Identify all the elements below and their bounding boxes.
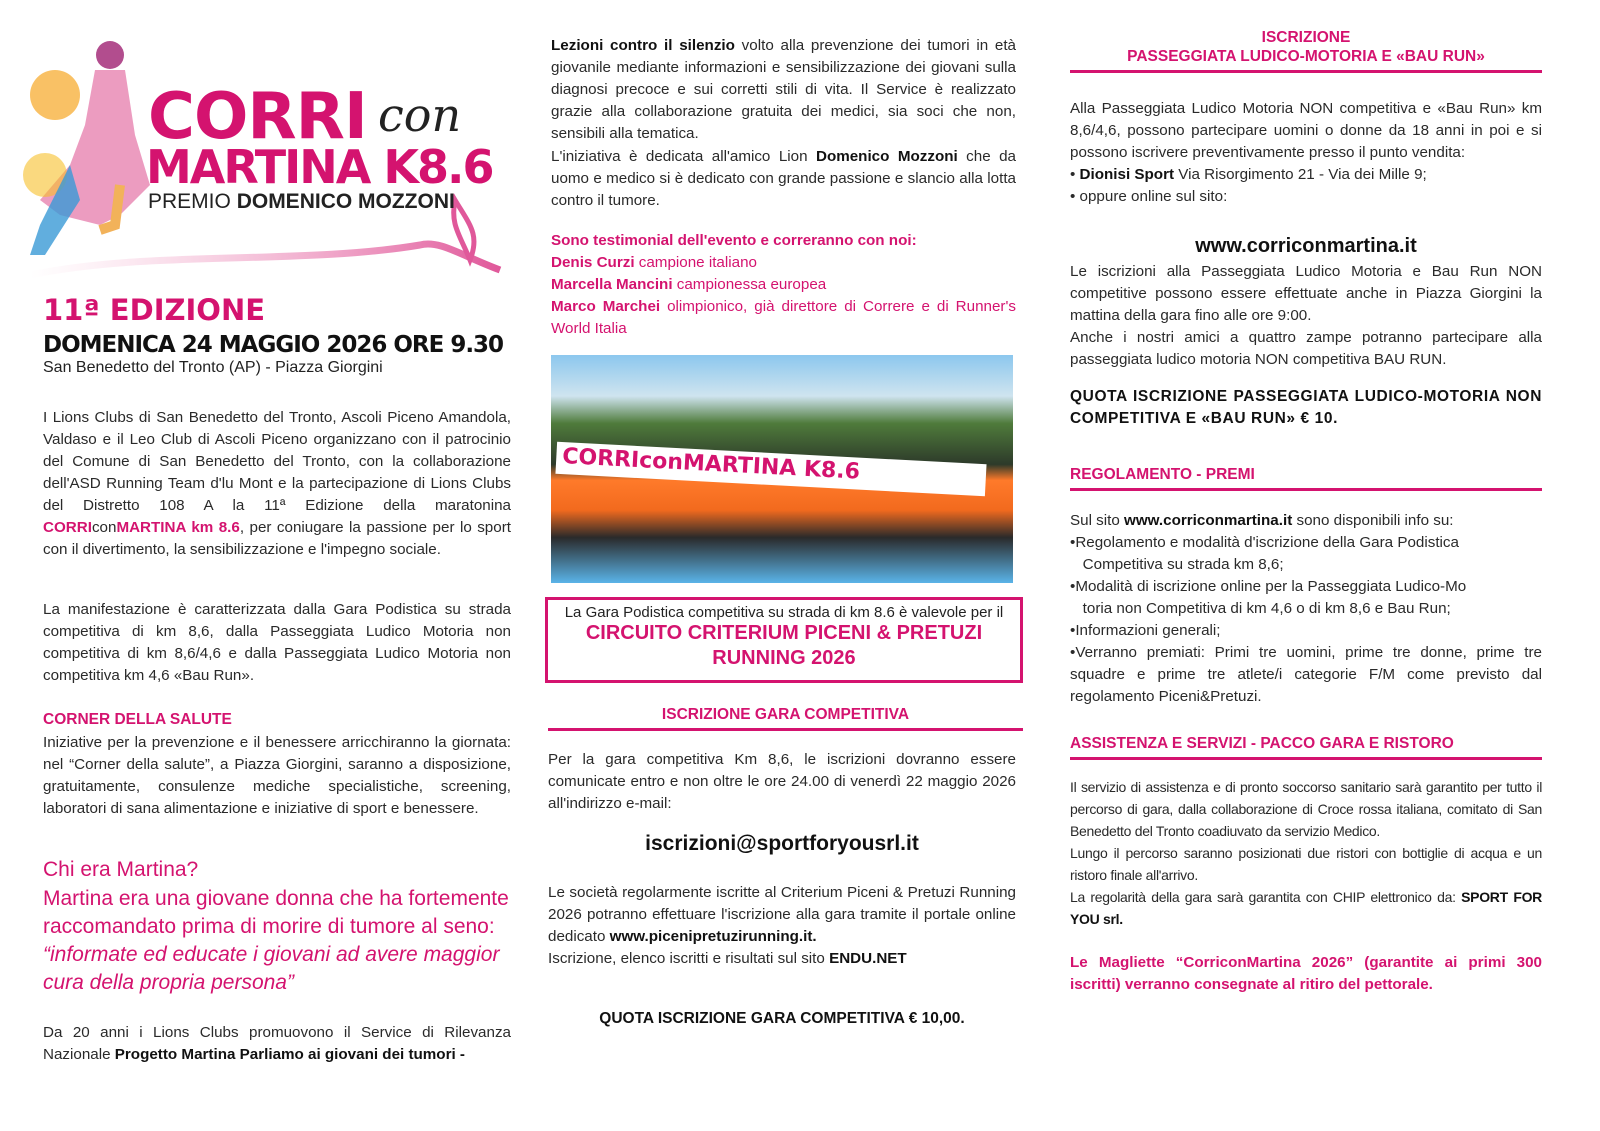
- lions-paragraph: [43, 1022, 511, 1066]
- premio-label: PREMIO: [148, 190, 231, 213]
- corner-title: CORNER DELLA SALUTE: [43, 711, 232, 728]
- text-run: L'iniziativa è dedicata all'amico Lion: [551, 148, 816, 165]
- circuit-box: [545, 597, 1023, 683]
- logo-con: con: [378, 88, 462, 142]
- quota-pass: QUOTA ISCRIZIONE PASSEGGIATA LUDICO-MOTORIA NON COMPETITIVA E «BAU RUN» € 10.: [1070, 388, 1542, 427]
- premio-name: DOMENICO MOZZONI: [236, 190, 455, 213]
- pass-paragraph: [1070, 98, 1542, 208]
- text-run: Le società regolarmente iscritte al Criterium Piceni & Pretuzi Running 2026 potranno effettuare l'iscrizione alla gara tramite il portale online dedicato: [548, 884, 1016, 945]
- text-run: campionessa europea: [672, 276, 827, 293]
- text-run: I Lions Clubs di San Benedetto del Tronto, Ascoli Piceno Amandola, Valdaso e il Leo Club di Ascoli Piceno organizzano con il patrocinio del Comune di San Benedetto del Tronto, con la collaborazione dell'ASD Running Team d'lu Mont e la partecipazione di Lions Clubs del Distretto 108 A la 11ª Edizione della maratonina: [43, 409, 511, 514]
- text-run: Da 20 anni i Lions Clubs promuovono il Service di Rilevanza Nazionale: [43, 1024, 511, 1063]
- text-run: Il servizio di assistenza e di pronto soccorso sanitario sarà garantito per tutto il percorso di gara, dalla collaborazione di Croce rossa italiana, comitato di San Benedetto del Tronto coadiuvato da servizio Medico. Lungo il percorso saranno posizionati due ristori con bottiglie di acqua e un ristoro finale all'arrivo. La regolarità della gara sarà garantita con CHIP elettronico da:: [1070, 779, 1542, 905]
- text-run: Marco Marchei: [551, 298, 661, 315]
- ass-title: ASSISTENZA E SERVIZI - PACCO GARA E RISTORO: [1070, 735, 1542, 760]
- testimonial-paragraph: [551, 230, 1016, 340]
- photo-banner: CORRIconMARTINA K8.6: [555, 442, 986, 496]
- text-run: ENDU.NET: [829, 950, 907, 967]
- text-run: , per coniugare la passione per lo sport con il divertimento, la sensibilizzazione e l'impegno sociale.: [43, 519, 511, 558]
- text-run: Sul sito: [1070, 512, 1125, 529]
- text-run: olimpionico, già direttore di Correre e di Runner's World Italia: [551, 298, 1016, 337]
- event-place: San Benedetto del Tronto (AP) - Piazza Giorgini: [43, 359, 383, 376]
- gara-paragraph: [548, 749, 1016, 815]
- event-date: DOMENICA 24 MAGGIO 2026 ORE 9.30: [43, 332, 504, 358]
- text-run: Martina era una giovane donna che ha fortemente raccomandato prima di morire di tumore al seno:: [43, 887, 509, 938]
- text-run: Alla Passeggiata Ludico Motoria NON competitiva e «Bau Run» km 8,6/4,6, possono partecipare uomini o donne da 18 anni in poi e si possono iscrivere preventivamente presso il punto vendita: •: [1070, 100, 1542, 183]
- logo-martina: MARTINA K8.6: [146, 140, 493, 194]
- email-address[interactable]: iscrizioni@sportforyousrl.it: [645, 832, 919, 855]
- dedica-paragraph: [551, 146, 1016, 212]
- text-run: Domenico Mozzoni: [815, 148, 958, 165]
- text-run: “informate ed educate i giovani ad avere maggior cura della propria persona”: [43, 943, 500, 994]
- pass-title: ISCRIZIONE PASSEGGIATA LUDICO-MOTORIA E «BAU RUN»: [1070, 28, 1542, 73]
- text-run: Sono testimonial dell'evento e correranno con noi:: [551, 232, 917, 249]
- text-run: www.picenipretuzirunning.it.: [609, 928, 817, 945]
- text-run: www.corriconmartina.it: [1124, 512, 1293, 529]
- text-run: Progetto Martina Parliamo ai giovani dei tumori -: [114, 1046, 465, 1063]
- text-run: Marcella Mancini: [551, 276, 673, 293]
- text-run: sono disponibili info su: •Regolamento e modalità d'iscrizione della Gara Podistica Competitiva su strada km 8,6; •Modalità di iscrizione online per la Passeggiata Ludico-Mo toria non Competitiva di km 4,6 o di km 8,6 e Bau Run; •Informazioni generali; •Verranno premiati: Primi tre uomini, prime tre donne, prime tre squadre e prime tre atlete/i categorie F/M come previsto dal regolamento Piceni&Pretuzi.: [1070, 512, 1542, 705]
- quota-gara: QUOTA ISCRIZIONE GARA COMPETITIVA € 10,00.: [599, 1010, 965, 1027]
- text-run: che da uomo e medico si è dedicato con grande passione e slancio alla lotta contro il tumore.: [551, 148, 1016, 209]
- text-run: La manifestazione è caratterizzata dalla Gara Podistica su strada competitiva di km 8,6, dalla Passeggiata Ludico Motoria non competitiva di km 8,6/4,6 e dalla Passeggiata Ludico Motoria non competitiva km 4,6 «Bau Run».: [43, 601, 511, 684]
- runners-photo: [551, 355, 1013, 583]
- text-run: SPORT FOR YOU srl.: [1070, 889, 1542, 927]
- reg-title: REGOLAMENTO - PREMI: [1070, 466, 1542, 491]
- magliette-note: Le Magliette “CorriconMartina 2026” (garantite ai primi 300 iscritti) verranno consegnate al ritiro del pettorale.: [1070, 954, 1542, 993]
- reg-paragraph: [1070, 510, 1542, 708]
- logo-premio: [148, 190, 455, 214]
- site-link[interactable]: www.corriconmartina.it: [1195, 235, 1417, 257]
- text-run: Per la gara competitiva Km 8,6, le iscrizioni dovranno essere comunicate entro e non oltre le ore 24.00 di venerdì 22 maggio 2026 all'indirizzo e-mail:: [548, 751, 1016, 812]
- text-run: Iscrizione, elenco iscritti e risultati sul sito: [548, 950, 825, 967]
- logo-corri: CORRI: [148, 80, 367, 154]
- text-run: Via Risorgimento 21 - Via dei Mille 9; • oppure online sul sito:: [1070, 166, 1427, 205]
- gara-title: ISCRIZIONE GARA COMPETITIVA: [548, 706, 1023, 731]
- corner-paragraph: [43, 732, 511, 820]
- ass-paragraph: [1070, 776, 1542, 930]
- societa-paragraph: [548, 882, 1016, 970]
- text-run: Lezioni contro il silenzio: [551, 37, 735, 54]
- text-run: con: [91, 519, 117, 536]
- lezioni-paragraph: [551, 35, 1016, 145]
- martina-title: Chi era Martina?: [43, 858, 199, 881]
- text-run: campione italiano: [634, 254, 757, 271]
- text-run: MARTINA km 8.6: [116, 519, 240, 536]
- text-run: volto alla prevenzione dei tumori in età giovanile mediante informazioni e sensibilizzazione dei giovani sulla diagnosi precoce e sui corretti stili di vita. Il Service è realizzato grazie alla collaborazione gratuita dei medici, sia soci che non, sensibili alla tematica.: [551, 37, 1017, 142]
- text-run: Dionisi Sport: [1079, 166, 1175, 183]
- martina-paragraph: [43, 885, 511, 997]
- text-run: Denis Curzi: [551, 254, 635, 271]
- circuit-intro: La Gara Podistica competitiva su strada di km 8.6 è valevole per il: [564, 604, 1004, 621]
- text-run: Iniziative per la prevenzione e il benessere arricchiranno la giornata: nel “Corner della salute”, a Piazza Giorgini, saranno a disposizione, gratuitamente, consulenze mediche specialistiche, screening, laboratori di sana alimentazione e iniziative di sport e benessere.: [43, 734, 511, 817]
- pass2-paragraph: [1070, 261, 1542, 371]
- circuit-title: CIRCUITO CRITERIUM PICENI & PRETUZI RUNNING 2026: [585, 622, 983, 669]
- text-run: Le iscrizioni alla Passeggiata Ludico Motoria e Bau Run NON competitive possono essere effettuate anche in Piazza Giorgini la mattina della gara fino alle ore 9:00. Anche i nostri amici a quattro zampe potranno partecipare alla passeggiata ludico motoria NON competitiva BAU RUN.: [1070, 263, 1542, 368]
- text-run: CORRI: [43, 519, 92, 536]
- intro-paragraph: [43, 407, 511, 561]
- edition-title: 11ª EDIZIONE: [43, 293, 266, 327]
- manifest-paragraph: [43, 599, 511, 687]
